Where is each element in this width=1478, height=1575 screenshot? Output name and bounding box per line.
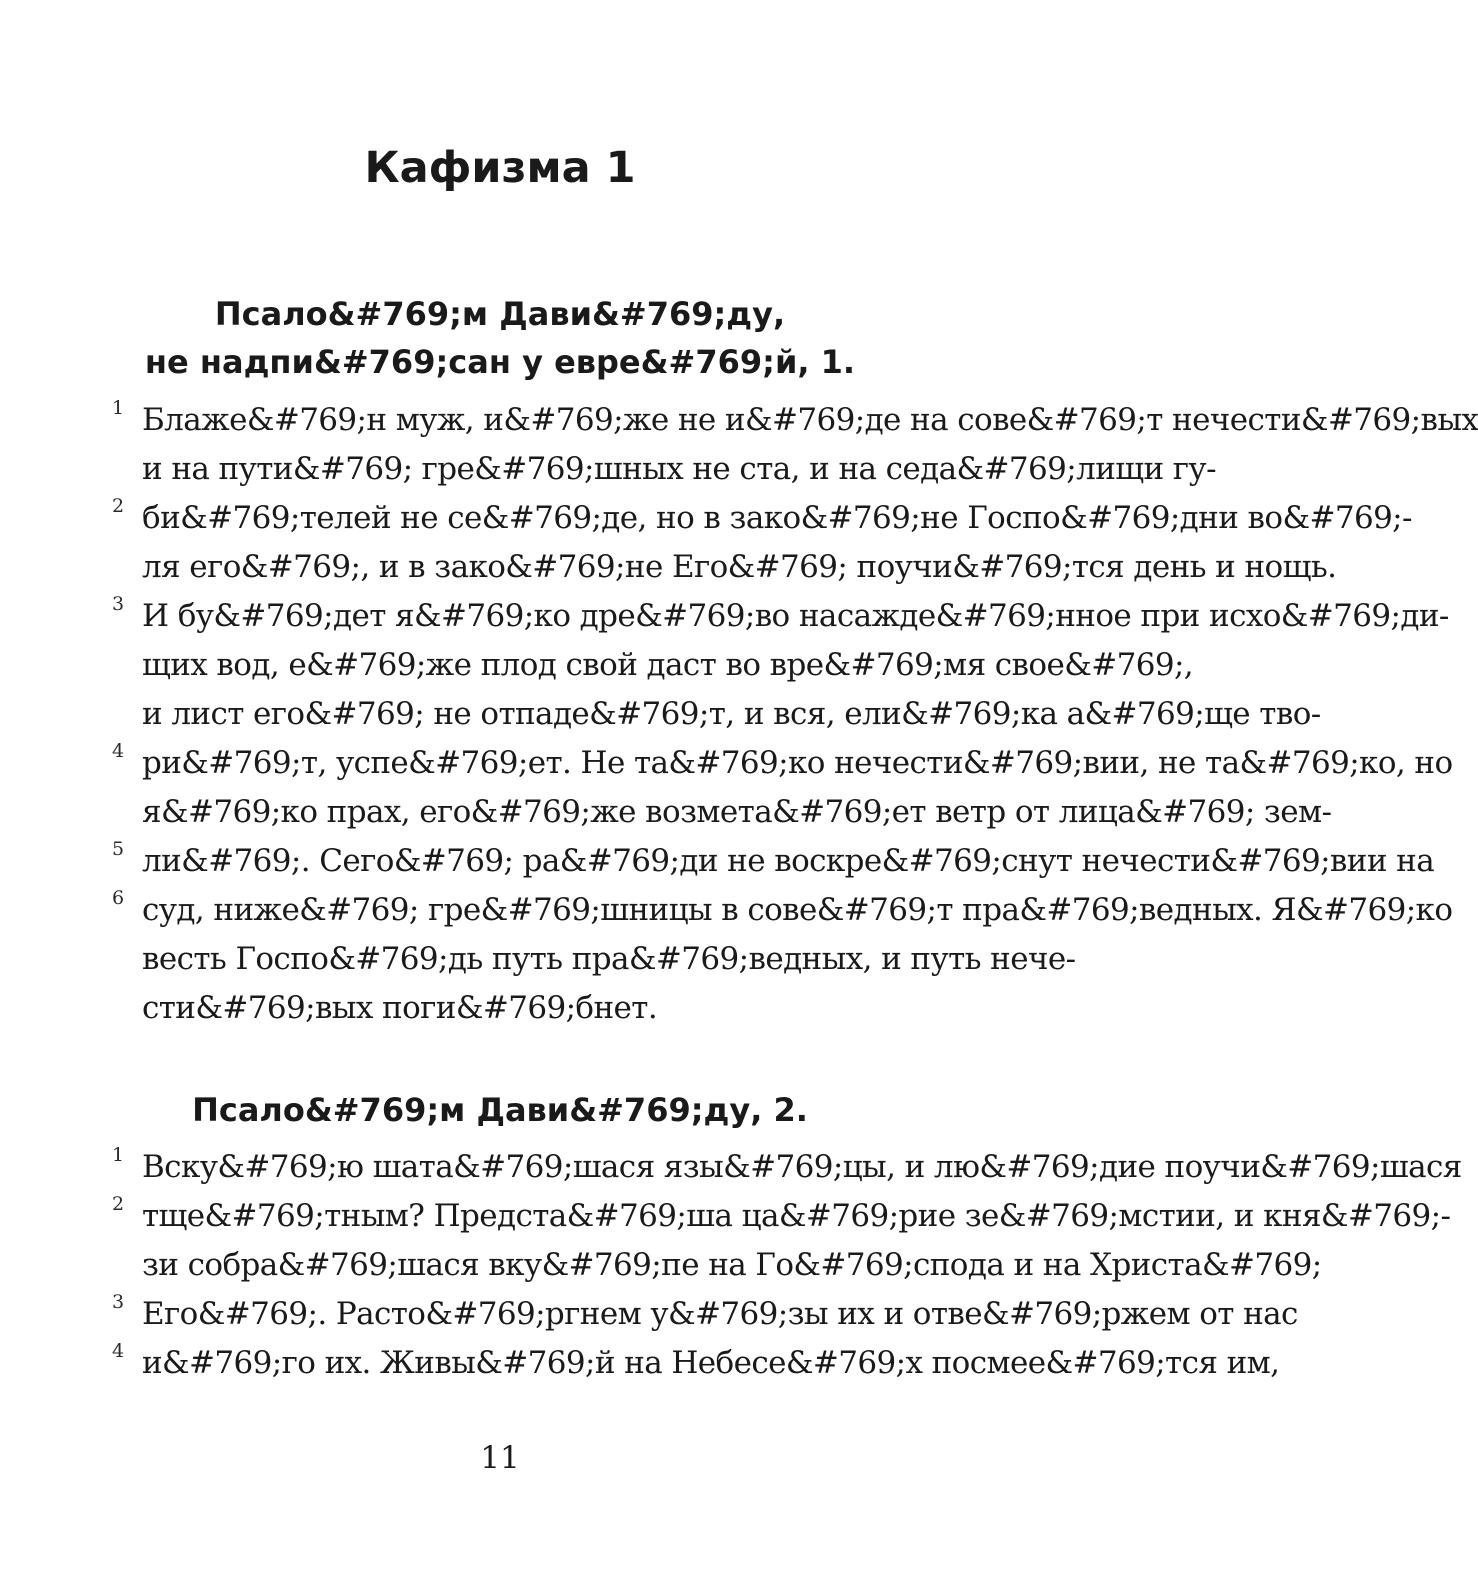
text-line	[0, 1192, 1451, 1241]
text-line	[0, 1143, 1462, 1192]
verse-number: 1	[112, 1144, 125, 1166]
verse-text: би&#769;телей не се&#769;де, но в зако&#769;не Госпо&#769;дни во&#769;-	[142, 500, 1412, 536]
text-line	[0, 1290, 1298, 1339]
text-line	[0, 543, 1337, 592]
text-line	[0, 690, 1321, 739]
verse-text: зи собра&#769;шася вку&#769;пе на Го&#769;спода и на Христа&#769;	[142, 1247, 1322, 1283]
verse-text: Блаже&#769;н муж, и&#769;же не и&#769;де на сове&#769;т нечести&#769;вых	[142, 402, 1478, 438]
verse-number: 4	[112, 740, 125, 762]
verse-text: ля его&#769;, и в зако&#769;не Его&#769; поучи&#769;тся день и нощь.	[142, 549, 1337, 585]
psalm-1-heading	[0, 290, 1000, 386]
verse-number: 2	[112, 495, 125, 517]
psalm-2-heading	[0, 1086, 1000, 1134]
verse-text: весть Госпо&#769;дь путь пра&#769;ведных, и путь нече-	[142, 941, 1076, 977]
psalm-1-heading-line: Псало&#769;м Дави&#769;ду,	[214, 295, 786, 333]
verse-text: тще&#769;тным? Предста&#769;ша ца&#769;рие зе&#769;мстии, и кня&#769;-	[142, 1198, 1451, 1234]
text-line	[0, 1241, 1322, 1290]
psalm-1-heading-line: не надпи&#769;сан у евре&#769;й, 1.	[144, 343, 856, 381]
verse-text: И бу&#769;дет я&#769;ко дре&#769;во насажде&#769;нное при исхо&#769;ди-	[142, 598, 1449, 634]
page-title: Кафизма 1	[364, 143, 636, 193]
verse-text: Вску&#769;ю шата&#769;шася язы&#769;цы, и лю&#769;дие поучи&#769;шася	[142, 1149, 1462, 1185]
text-line	[0, 935, 1076, 984]
verse-number: 6	[112, 887, 125, 909]
text-line	[0, 886, 1453, 935]
text-line	[0, 739, 1453, 788]
page-number: 11	[480, 1440, 520, 1476]
verse-number: 5	[112, 838, 125, 860]
text-line	[0, 1339, 1280, 1388]
verse-number: 2	[112, 1193, 125, 1215]
text-line	[0, 788, 1332, 837]
verse-number: 3	[112, 593, 125, 615]
text-line	[0, 984, 1000, 1033]
verse-text: и лист его&#769; не отпаде&#769;т, и вся, ели&#769;ка а&#769;ще тво-	[142, 696, 1321, 732]
text-line	[0, 445, 1216, 494]
text-line	[0, 837, 1435, 886]
verse-text: щих вод, е&#769;же плод свой даст во вре&#769;мя свое&#769;,	[142, 647, 1194, 683]
psalm-2-heading-line: Псало&#769;м Дави&#769;ду, 2.	[192, 1091, 808, 1129]
psalm-2-text	[0, 1143, 1462, 1388]
text-line	[0, 396, 1478, 445]
text-line	[0, 592, 1449, 641]
verse-text: сти&#769;вых поги&#769;бнет.	[142, 990, 658, 1026]
text-line	[0, 494, 1412, 543]
verse-number: 4	[112, 1340, 125, 1362]
psalm-1-text	[0, 396, 1478, 1033]
verse-text: ри&#769;т, успе&#769;ет. Не та&#769;ко нечести&#769;вии, не та&#769;ко, но	[142, 745, 1453, 781]
text-line	[0, 641, 1194, 690]
verse-number: 1	[112, 397, 125, 419]
verse-text: Его&#769;. Расто&#769;ргнем у&#769;зы их и отве&#769;ржем от нас	[142, 1296, 1298, 1332]
verse-text: и на пути&#769; гре&#769;шных не ста, и на седа&#769;лищи гу-	[142, 451, 1216, 487]
verse-number: 3	[112, 1291, 125, 1313]
verse-text: и&#769;го их. Живы&#769;й на Небесе&#769;х посмее&#769;тся им,	[142, 1345, 1280, 1381]
verse-text: я&#769;ко прах, его&#769;же возмета&#769;ет ветр от лица&#769; зем-	[142, 794, 1332, 830]
verse-text: ли&#769;. Сего&#769; ра&#769;ди не воскре&#769;снут нечести&#769;вии на	[142, 843, 1435, 879]
verse-text: суд, ниже&#769; гре&#769;шницы в сове&#769;т пра&#769;ведных. Я&#769;ко	[142, 892, 1453, 928]
